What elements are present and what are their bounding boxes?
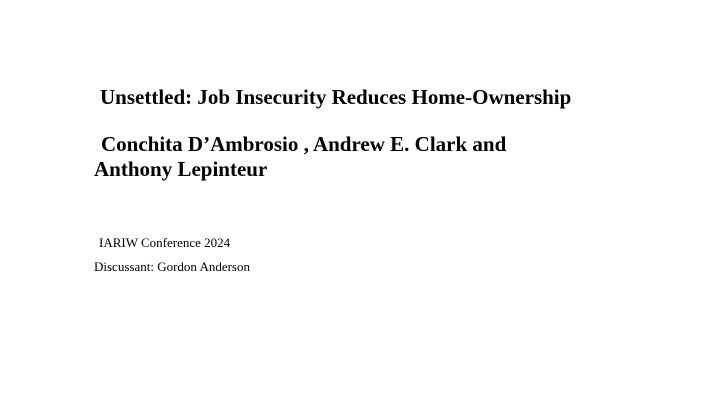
author-list <box>94 132 574 182</box>
author-list-line-2: Anthony Lepinteur <box>94 157 268 181</box>
author-list-line-1: Conchita D’Ambrosio , Andrew E. Clark and <box>101 132 507 156</box>
discussant-name: Discussant: Gordon Anderson <box>94 259 250 274</box>
conference-name: IARIW Conference 2024 <box>99 235 231 250</box>
slide-title: Unsettled: Job Insecurity Reduces Home-Ownership <box>100 85 572 109</box>
